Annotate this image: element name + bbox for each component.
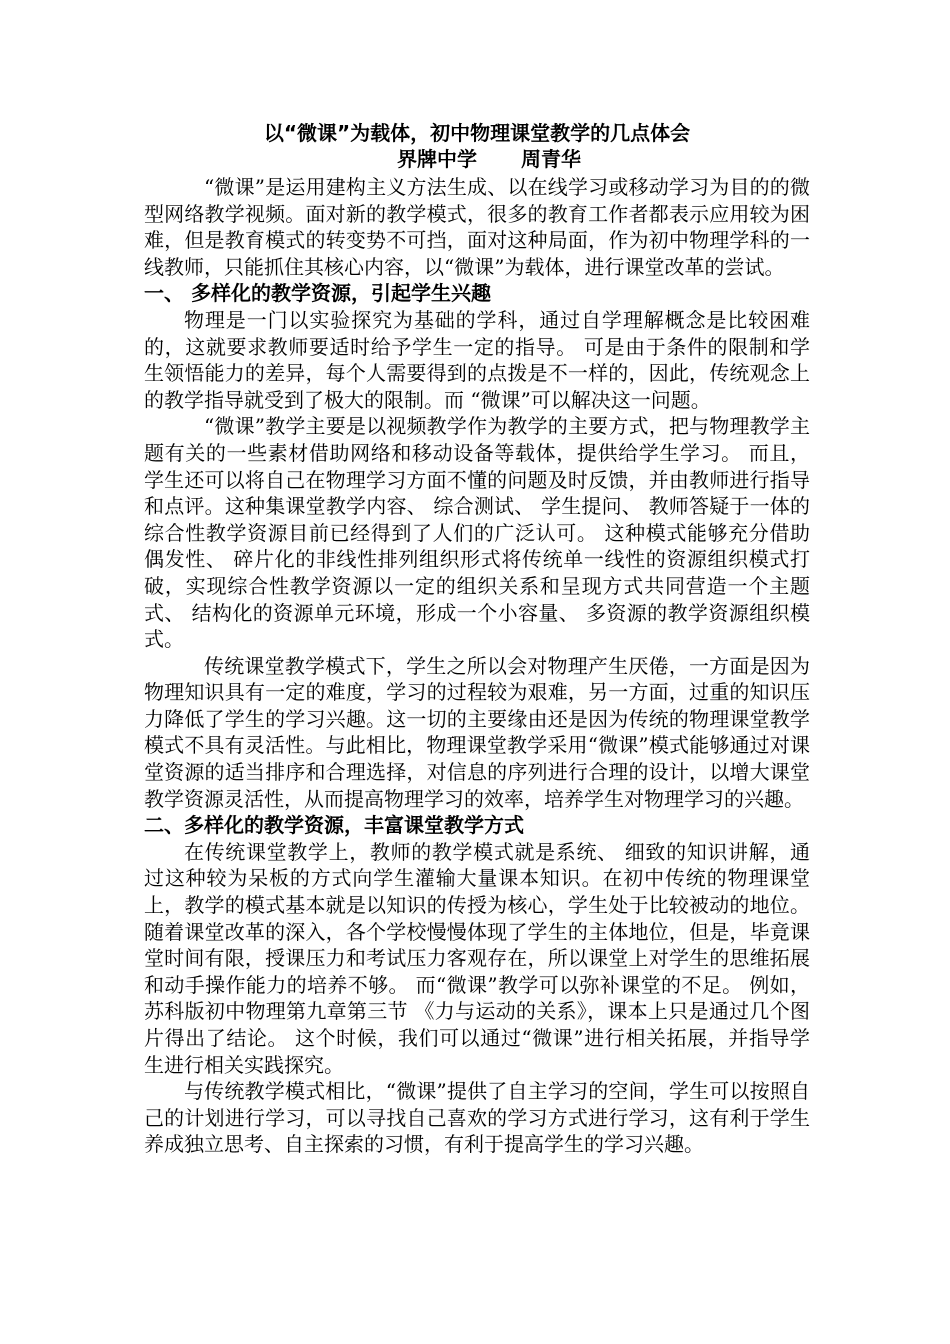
document-body (144, 120, 810, 1158)
intro-paragraph: “微课”是运用建构主义方法生成、以在线学习或移动学习为目的的微型网络教学视频。面对新的教学模式，很多的教育工作者都表示应用较为困难，但是教育模式的转变势不可挡，面对这种局面，作为初中物理学科的一线教师，只能抓住其核心内容，以“微课”为载体，进行课堂改革的尝试。 (144, 175, 810, 279)
author-school: 界牌中学 (397, 147, 477, 171)
author-line (144, 146, 810, 172)
section-1-paragraph-2: “微课”教学主要是以视频教学作为教学的主要方式，把与物理教学主题有关的一些素材借助网络和移动设备等载体，提供给学生学习。 而且，学生还可以将自己在物理学习方面不懂的问题及时反馈，并由教师进行指导和点评。这种集课堂教学内容、 综合测试、 学生提问、 教师答疑于一体的综合性教学资源目前已经得到了人们的广泛认可。 这种模式能够充分借助偶发性、 碎片化的非线性排列组织形式将传统单一线性的资源组织模式打破，实现综合性教学资源以一定的组织关系和呈现方式共同营造一个主题式、 结构化的资源单元环境，形成一个小容量、 多资源的教学资源组织模式。 (144, 414, 810, 652)
section-1-paragraph-1: 物理是一门以实验探究为基础的学科，通过自学理解概念是比较困难的，这就要求教师要适时给予学生一定的指导。 可是由于条件的限制和学生领悟能力的差异，每个人需要得到的点拨是不一样的，因此，传统观念上的教学指导就受到了极大的限制。而 “微课”可以解决这一问题。 (144, 307, 810, 412)
section-2-paragraph-2: 与传统教学模式相比，“微课”提供了自主学习的空间，学生可以按照自己的计划进行学习，可以寻找自己喜欢的学习方式进行学习，这有利于学生养成独立思考、自主探索的习惯，有利于提高学生的学习兴趣。 (144, 1079, 810, 1157)
section-2-heading: 二、多样化的教学资源，丰富课堂教学方式 (144, 813, 524, 838)
section-2-paragraph-1: 在传统课堂教学上，教师的教学模式就是系统、 细致的知识讲解，通过这种较为呆板的方式向学生灌输大量课本知识。在初中传统的物理课堂上，教学的模式基本就是以知识的传授为核心，学生处于比较被动的地位。随着课堂改革的深入，各个学校慢慢体现了学生的主体地位，但是，毕竟课堂时间有限，授课压力和考试压力客观存在，所以课堂上对学生的思维拓展和动手操作能力的培养不够。 而“微课”教学可以弥补课堂的不足。 例如，苏科版初中物理第九章第三节 《力与运动的关系》，课本上只是通过几个图片得出了结论。 这个时候，我们可以通过“微课”进行相关拓展，并指导学生进行相关实践探究。 (144, 839, 810, 1077)
author-name: 周青华 (521, 147, 581, 171)
section-1-heading: 一、 多样化的教学资源，引起学生兴趣 (144, 281, 491, 306)
document-title: 以“微课”为载体，初中物理课堂教学的几点体会 (263, 121, 691, 145)
section-1-paragraph-3: 传统课堂教学模式下，学生之所以会对物理产生厌倦，一方面是因为物理知识具有一定的难度，学习的过程较为艰难，另一方面，过重的知识压力降低了学生的学习兴趣。这一切的主要缘由还是因为传统的物理课堂教学模式不具有灵活性。与此相比，物理课堂教学采用“微课”模式能够通过对课堂资源的适当排序和合理选择，对信息的序列进行合理的设计，以增大课堂教学资源灵活性，从而提高物理学习的效率，培养学生对物理学习的兴趣。 (144, 653, 810, 811)
